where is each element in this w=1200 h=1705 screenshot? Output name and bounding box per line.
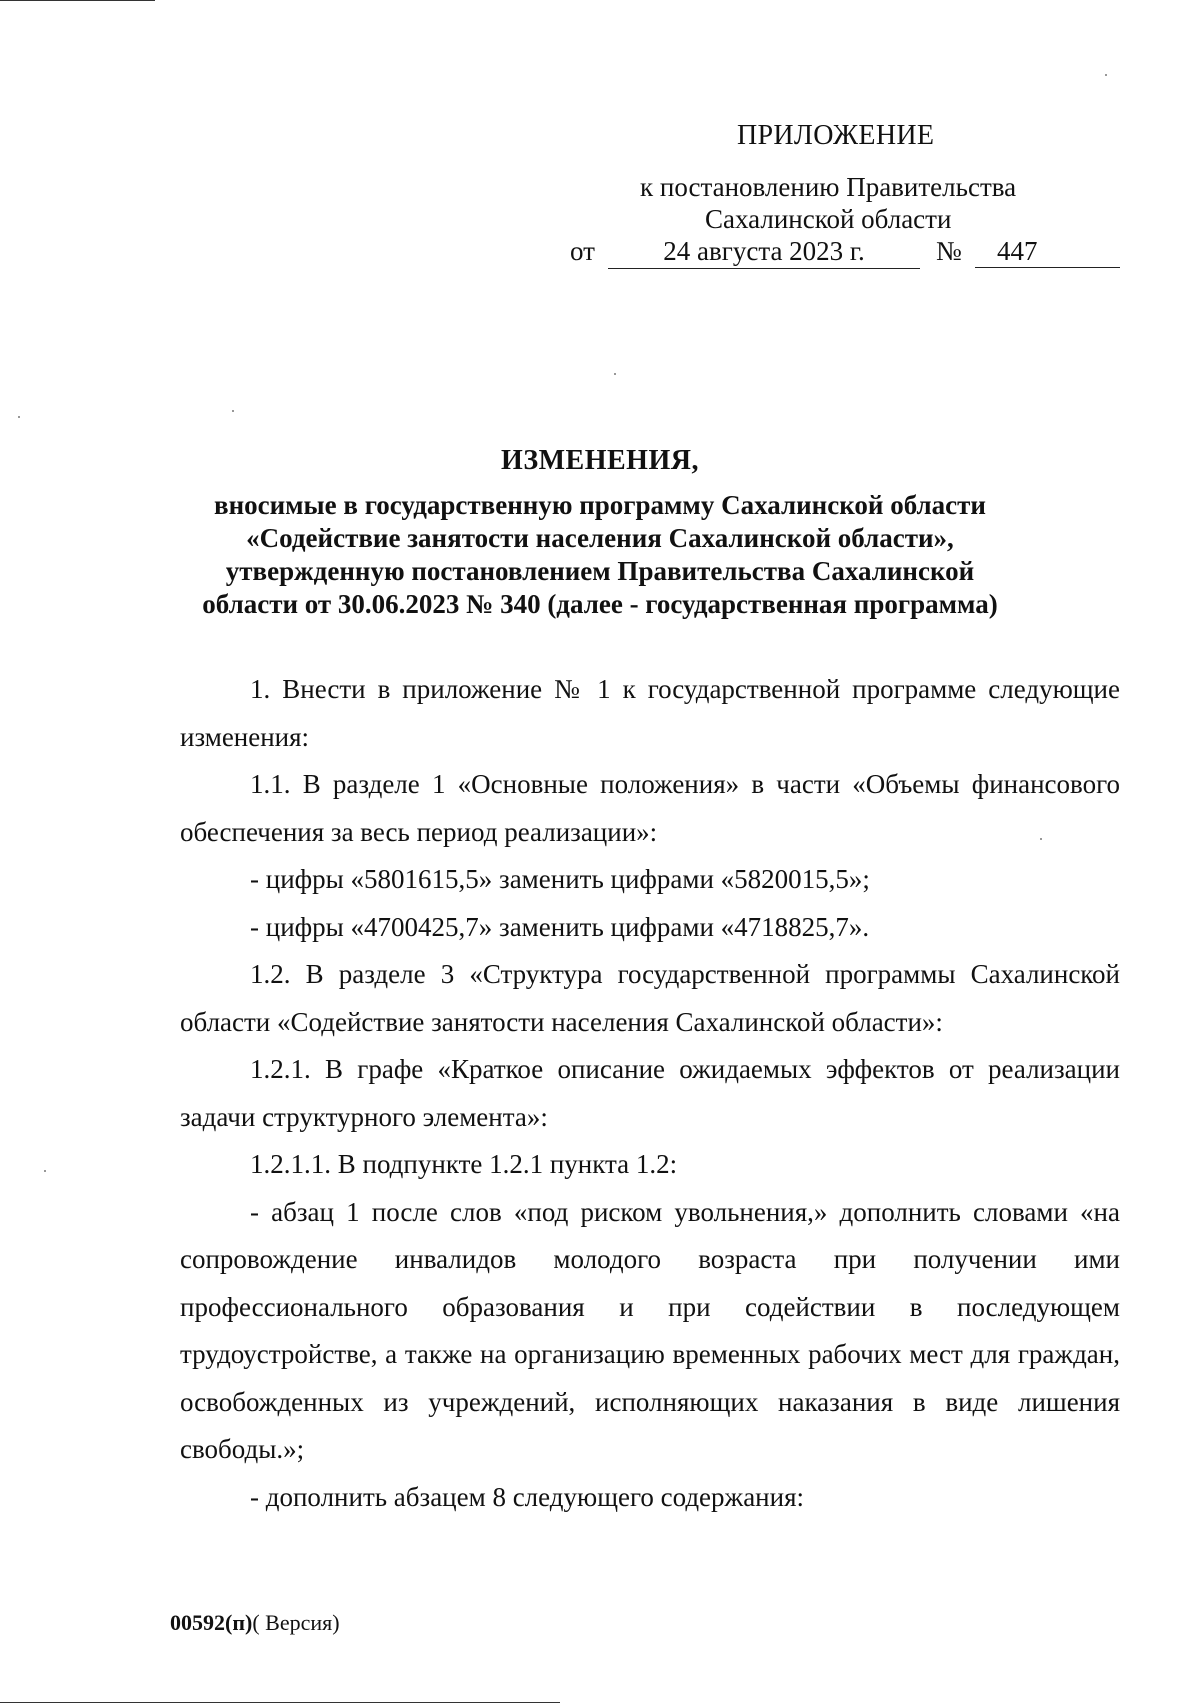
- appendix-reference-line2: Сахалинской области: [705, 204, 952, 234]
- paragraph: 1.2.1.1. В подпункте 1.2.1 пункта 1.2:: [250, 1149, 678, 1179]
- paragraph: - цифры «4700425,7» заменить цифрами «4718825,7».: [250, 911, 870, 942]
- decree-date: 24 августа 2023 г.: [608, 236, 920, 269]
- appendix-title: ПРИЛОЖЕНИЕ: [737, 120, 935, 151]
- scan-edge-line-top: [0, 0, 155, 1]
- scan-speck: [232, 410, 234, 412]
- paragraph: 1.2. В разделе 3 «Структура государственной программы Сахалинской области «Содействие занятости населения Сахалинской области»:: [180, 959, 1120, 1037]
- paragraph: 1. Внести в приложение № 1 к государственной программе следующие изменения:: [180, 674, 1120, 752]
- scan-speck: [18, 416, 20, 418]
- paragraph: - дополнить абзацем 8 следующего содержания:: [250, 1481, 805, 1512]
- document-body: [180, 666, 1120, 1521]
- document-subtitle: [0, 489, 1200, 621]
- number-label: №: [936, 236, 962, 266]
- appendix-reference-line1: к постановлению Правительства: [640, 172, 1017, 202]
- paragraph: - цифры «5801615,5» заменить цифрами «5820015,5»;: [250, 864, 870, 894]
- paragraph: 1.2.1. В графе «Краткое описание ожидаемых эффектов от реализации задачи структурного элемента»:: [180, 1054, 1120, 1132]
- footer-code: 00592(п): [170, 1610, 253, 1635]
- scan-speck: [1105, 74, 1107, 76]
- footer-version: ( Версия): [252, 1610, 340, 1635]
- decree-number: 447: [975, 236, 1120, 268]
- scan-speck: [1040, 838, 1042, 840]
- subtitle-line: вносимые в государственную программу Сахалинской области: [213, 490, 986, 520]
- scan-speck: [614, 373, 616, 375]
- from-label: от: [570, 236, 595, 266]
- subtitle-line: «Содействие занятости населения Сахалинской области»,: [246, 523, 954, 553]
- scan-speck: [44, 1170, 46, 1172]
- paragraph: 1.1. В разделе 1 «Основные положения» в части «Объемы финансового обеспечения за весь период реализации»:: [180, 769, 1120, 847]
- paragraph: - абзац 1 после слов «под риском увольнения,» дополнить словами «на сопровождение инвалидов молодого возраста при получении ими профессионального образования и при содействии в последующем трудоустройстве, а также на организацию временных рабочих мест для граждан, освобожденных из учреждений, исполняющих наказания в виде лишения свободы.»;: [180, 1196, 1120, 1464]
- decree-date-row: [570, 236, 1130, 272]
- document-title: ИЗМЕНЕНИЯ,: [501, 445, 699, 476]
- footer-document-code: [170, 1610, 340, 1636]
- subtitle-line: утвержденную постановлением Правительства Сахалинской: [225, 556, 975, 586]
- scan-edge-line-bottom: [0, 1702, 560, 1703]
- subtitle-line: области от 30.06.2023 № 340 (далее - государственная программа): [202, 589, 998, 619]
